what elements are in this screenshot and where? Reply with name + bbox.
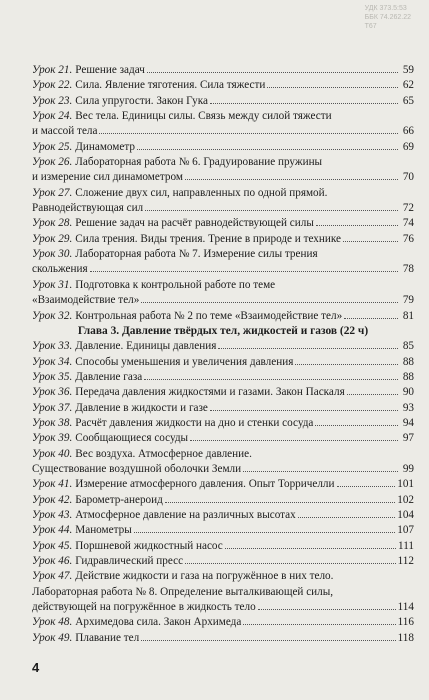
dot-leader: [225, 548, 396, 549]
toc-entry-line: [32, 523, 414, 538]
page-ref: 72: [402, 202, 414, 215]
lesson-title: Сложение двух сил, направленных по одной прямой.: [75, 186, 328, 199]
lesson-title: Лабораторная работа № 7. Измерение силы трения: [75, 248, 318, 261]
dot-leader: [210, 103, 398, 104]
toc-entry-continuation: [32, 124, 414, 139]
lesson-title: Решение задач: [75, 64, 145, 76]
lesson-number: Урок 47.: [32, 570, 73, 583]
lesson-title: Барометр-анероид: [75, 493, 163, 506]
toc-entry-line: [32, 508, 414, 523]
dot-leader: [134, 532, 395, 533]
dot-leader: [343, 241, 398, 242]
lesson-number: Урок 27.: [32, 186, 73, 199]
dot-leader: [141, 640, 395, 641]
dot-leader: [144, 379, 398, 380]
toc-entry: [32, 539, 414, 554]
lesson-number: Урок 32.: [32, 309, 73, 322]
page-ref: 70: [402, 171, 414, 184]
lesson-number: Урок 34.: [32, 355, 73, 368]
dot-leader: [185, 563, 396, 564]
dot-leader: [90, 271, 398, 272]
lesson-title: Давление в жидкости и газе: [75, 401, 208, 414]
toc-entry: [32, 508, 414, 523]
toc-entry-line: [32, 431, 414, 446]
dot-leader: [145, 210, 398, 211]
page-ref: 107: [397, 524, 414, 537]
toc-entry-line: [32, 216, 414, 231]
toc-entry: [32, 416, 414, 431]
toc-entry-line: [32, 554, 414, 569]
dot-leader: [141, 302, 398, 303]
dot-leader: [298, 517, 395, 518]
page-ref: 79: [402, 294, 414, 307]
dot-leader: [165, 502, 395, 503]
lesson-number: Урок 39.: [32, 432, 73, 445]
toc-entry-line: [32, 631, 414, 646]
lesson-title: Сила упругости. Закон Гука: [75, 94, 208, 107]
lesson-number: Урок 40.: [32, 447, 73, 460]
toc-entry: [32, 585, 414, 600]
toc-entry-line: [32, 493, 414, 508]
toc-entry-line: [32, 339, 414, 354]
lesson-title: Давление. Единицы давления: [75, 340, 217, 353]
dot-leader: [147, 72, 398, 73]
lesson-title: Архимедова сила. Закон Архимеда: [75, 616, 242, 629]
page-ref: 81: [402, 309, 414, 322]
lesson-title-continuation: и измерение сил динамометром: [32, 171, 183, 184]
page-ref: 99: [402, 462, 414, 475]
lesson-title: действующей на погружённое в жидкость тело: [32, 601, 256, 614]
lesson-title: Гидравлический пресс: [75, 555, 184, 567]
page-ref: 118: [397, 631, 414, 644]
page-ref: 62: [402, 79, 414, 92]
faint-bleed-through-text: [365, 4, 411, 31]
lesson-number: Урок 23.: [32, 94, 73, 107]
lesson-number: Урок 21.: [32, 64, 73, 76]
lesson-title: Способы уменьшения и увеличения давления: [75, 355, 294, 368]
lesson-number: Урок 49.: [32, 631, 73, 644]
dot-leader: [243, 624, 395, 625]
toc-entry: [32, 523, 414, 538]
toc-entry-line: [32, 477, 414, 492]
lesson-number: Урок 42.: [32, 493, 73, 506]
page-ref: 101: [397, 478, 414, 491]
toc-entry: [32, 94, 414, 109]
toc-entry: [32, 186, 414, 217]
header-faint-line: Т67: [364, 23, 377, 30]
lesson-title: Сила. Явление тяготения. Сила тяжести: [75, 79, 266, 92]
lesson-title-continuation: «Взаимодействие тел»: [32, 294, 140, 307]
toc-entry-line: [32, 585, 414, 600]
dot-leader: [316, 225, 398, 226]
toc-entry: [32, 401, 414, 416]
dot-leader: [337, 486, 396, 487]
page-ref: 93: [402, 401, 414, 414]
toc-entry-continuation: [32, 201, 414, 216]
lesson-title: Контрольная работа № 2 по теме «Взаимодействие тел»: [75, 309, 343, 322]
page-ref: 90: [402, 386, 414, 399]
toc-entry-line: [32, 615, 414, 630]
toc-entry-continuation: [32, 462, 414, 477]
toc-entry: [32, 370, 414, 385]
toc-entry-line: [32, 155, 414, 170]
lesson-number: Урок 24.: [32, 110, 73, 123]
lesson-title-continuation: Равнодействующая сил: [32, 202, 144, 215]
toc-entry-line: [32, 186, 414, 201]
page-ref: 74: [402, 217, 414, 230]
toc-entry: [32, 477, 414, 492]
toc-entry: [32, 247, 414, 278]
lesson-number: Урок 30.: [32, 248, 73, 261]
toc-entry: [32, 278, 414, 309]
toc-entry: [32, 600, 414, 615]
page-ref: 97: [402, 432, 414, 445]
lesson-title: Лабораторная работа № 8. Определение выталкивающей силы,: [32, 585, 334, 598]
lesson-title: Давление газа: [75, 370, 143, 383]
chapter-heading: [32, 324, 414, 339]
toc-entry-continuation: [32, 170, 414, 185]
toc-entry: [32, 431, 414, 446]
lesson-number: Урок 31.: [32, 278, 73, 291]
lesson-number: Урок 22.: [32, 79, 73, 92]
toc-entry-line: [32, 370, 414, 385]
toc-entry-continuation: [32, 262, 414, 277]
toc-entry: [32, 339, 414, 354]
toc-entry-continuation: [32, 293, 414, 308]
toc-entry: [32, 631, 414, 646]
toc-entry: [32, 140, 414, 155]
lesson-number: Урок 37.: [32, 401, 73, 414]
toc-entry-line: [32, 569, 414, 584]
toc-entry-line: [32, 109, 414, 124]
lesson-title: Сообщающиеся сосуды: [75, 432, 189, 445]
lesson-title: Расчёт давления жидкости на дно и стенки сосуда: [75, 416, 314, 429]
lesson-title: Манометры: [75, 524, 132, 537]
lesson-title: Измерение атмосферного давления. Опыт Торричелли: [75, 478, 335, 491]
lesson-title: Атмосферное давление на различных высотах: [75, 508, 296, 521]
toc-entry: [32, 309, 414, 324]
lesson-title: Передача давления жидкостями и газами. Закон Паскаля: [75, 386, 345, 399]
dot-leader: [210, 410, 398, 411]
dot-leader: [137, 149, 398, 150]
toc-entry-line: [32, 355, 414, 370]
header-faint-line: ББК 74.262.22: [364, 14, 411, 21]
page-ref: 88: [402, 355, 414, 368]
dot-leader: [218, 348, 398, 349]
toc-entry: [32, 569, 414, 584]
page-ref: 85: [402, 340, 414, 353]
lesson-title: Динамометр: [75, 140, 135, 153]
lesson-title: Решение задач на расчёт равнодействующей силы: [75, 217, 314, 230]
header-faint-line: УДК 373.5:53: [364, 5, 407, 12]
toc-entry-line: [32, 63, 414, 78]
lesson-title: Плавание тел: [75, 631, 140, 644]
page-ref: 112: [397, 555, 414, 567]
toc-entry: [32, 615, 414, 630]
toc-entry: [32, 385, 414, 400]
page-ref: 59: [402, 64, 414, 76]
page-ref: 78: [402, 263, 414, 276]
lesson-title-continuation: скольжения: [32, 263, 88, 276]
toc-entry: [32, 232, 414, 247]
lesson-title: Вес воздуха. Атмосферное давление.: [75, 447, 252, 460]
toc-entry-line: [32, 539, 414, 554]
lesson-title: Подготовка к контрольной работе по теме: [75, 278, 276, 291]
lesson-title: Сила трения. Виды трения. Трение в природе и технике: [75, 232, 341, 245]
lesson-number: Урок 29.: [32, 232, 73, 245]
lesson-number: Урок 41.: [32, 478, 73, 491]
lesson-number: Урок 45.: [32, 539, 73, 552]
page-ref: 76: [402, 232, 414, 245]
toc-entry-line: [32, 385, 414, 400]
page-ref: 69: [402, 140, 414, 153]
page-ref: 114: [397, 601, 414, 614]
dot-leader: [258, 609, 396, 610]
toc-entry-line: [32, 78, 414, 93]
toc-entry: [32, 355, 414, 370]
dot-leader: [347, 394, 398, 395]
toc-entry: [32, 493, 414, 508]
lesson-number: Урок 48.: [32, 616, 73, 629]
page-ref: 111: [398, 539, 414, 552]
page-ref: 66: [402, 125, 414, 138]
lesson-number: Урок 26.: [32, 156, 73, 169]
toc-entry-line: [32, 309, 414, 324]
page-ref: 102: [397, 493, 414, 506]
lesson-number: Урок 28.: [32, 217, 73, 230]
lesson-number: Урок 25.: [32, 140, 73, 153]
toc-entry: [32, 109, 414, 140]
lesson-title: Поршневой жидкостный насос: [75, 539, 223, 552]
lesson-number: Урок 33.: [32, 340, 73, 353]
lesson-number: Урок 38.: [32, 416, 73, 429]
toc-entry: [32, 63, 414, 78]
lesson-number: Урок 43.: [32, 508, 73, 521]
toc-entry-line: [32, 94, 414, 109]
page-ref: 65: [402, 94, 414, 107]
toc-entry-line: [32, 140, 414, 155]
page-number: 4: [32, 660, 40, 675]
dot-leader: [99, 133, 398, 134]
toc-entry-line: [32, 416, 414, 431]
toc-entry-line: [32, 247, 414, 262]
dot-leader: [243, 471, 398, 472]
toc-entry: [32, 78, 414, 93]
chapter-title: Глава 3. Давление твёрдых тел, жидкостей и газов (22 ч): [77, 324, 369, 337]
page-ref: 104: [397, 508, 414, 521]
lesson-title: Вес тела. Единицы силы. Связь между силой тяжести: [75, 110, 332, 123]
lesson-title: Действие жидкости и газа на погружённое в них тело.: [75, 570, 334, 583]
dot-leader: [344, 318, 398, 319]
toc-entry: [32, 554, 414, 569]
lesson-number: Урок 44.: [32, 524, 73, 537]
toc-entry-line: [32, 232, 414, 247]
page-ref: 116: [397, 616, 414, 629]
lesson-title-continuation: и массой тела: [32, 125, 98, 138]
toc-entry-line: [32, 600, 414, 615]
dot-leader: [267, 87, 398, 88]
dot-leader: [190, 440, 398, 441]
toc-entry-line: [32, 447, 414, 462]
dot-leader: [315, 425, 398, 426]
toc-entry: [32, 155, 414, 186]
lesson-title-continuation: Существование воздушной оболочки Земли: [32, 462, 242, 475]
lesson-number: Урок 35.: [32, 370, 73, 383]
dot-leader: [185, 179, 398, 180]
page-ref: 94: [402, 416, 414, 429]
dot-leader: [295, 364, 398, 365]
table-of-contents: [32, 63, 414, 646]
toc-entry: [32, 216, 414, 231]
lesson-title: Лабораторная работа № 6. Градуирование пружины: [75, 156, 323, 169]
toc-entry-line: [32, 401, 414, 416]
toc-entry-line: [32, 278, 414, 293]
lesson-number: Урок 36.: [32, 386, 73, 399]
lesson-number: Урок 46.: [32, 555, 73, 567]
toc-entry: [32, 447, 414, 478]
page-ref: 88: [402, 370, 414, 383]
